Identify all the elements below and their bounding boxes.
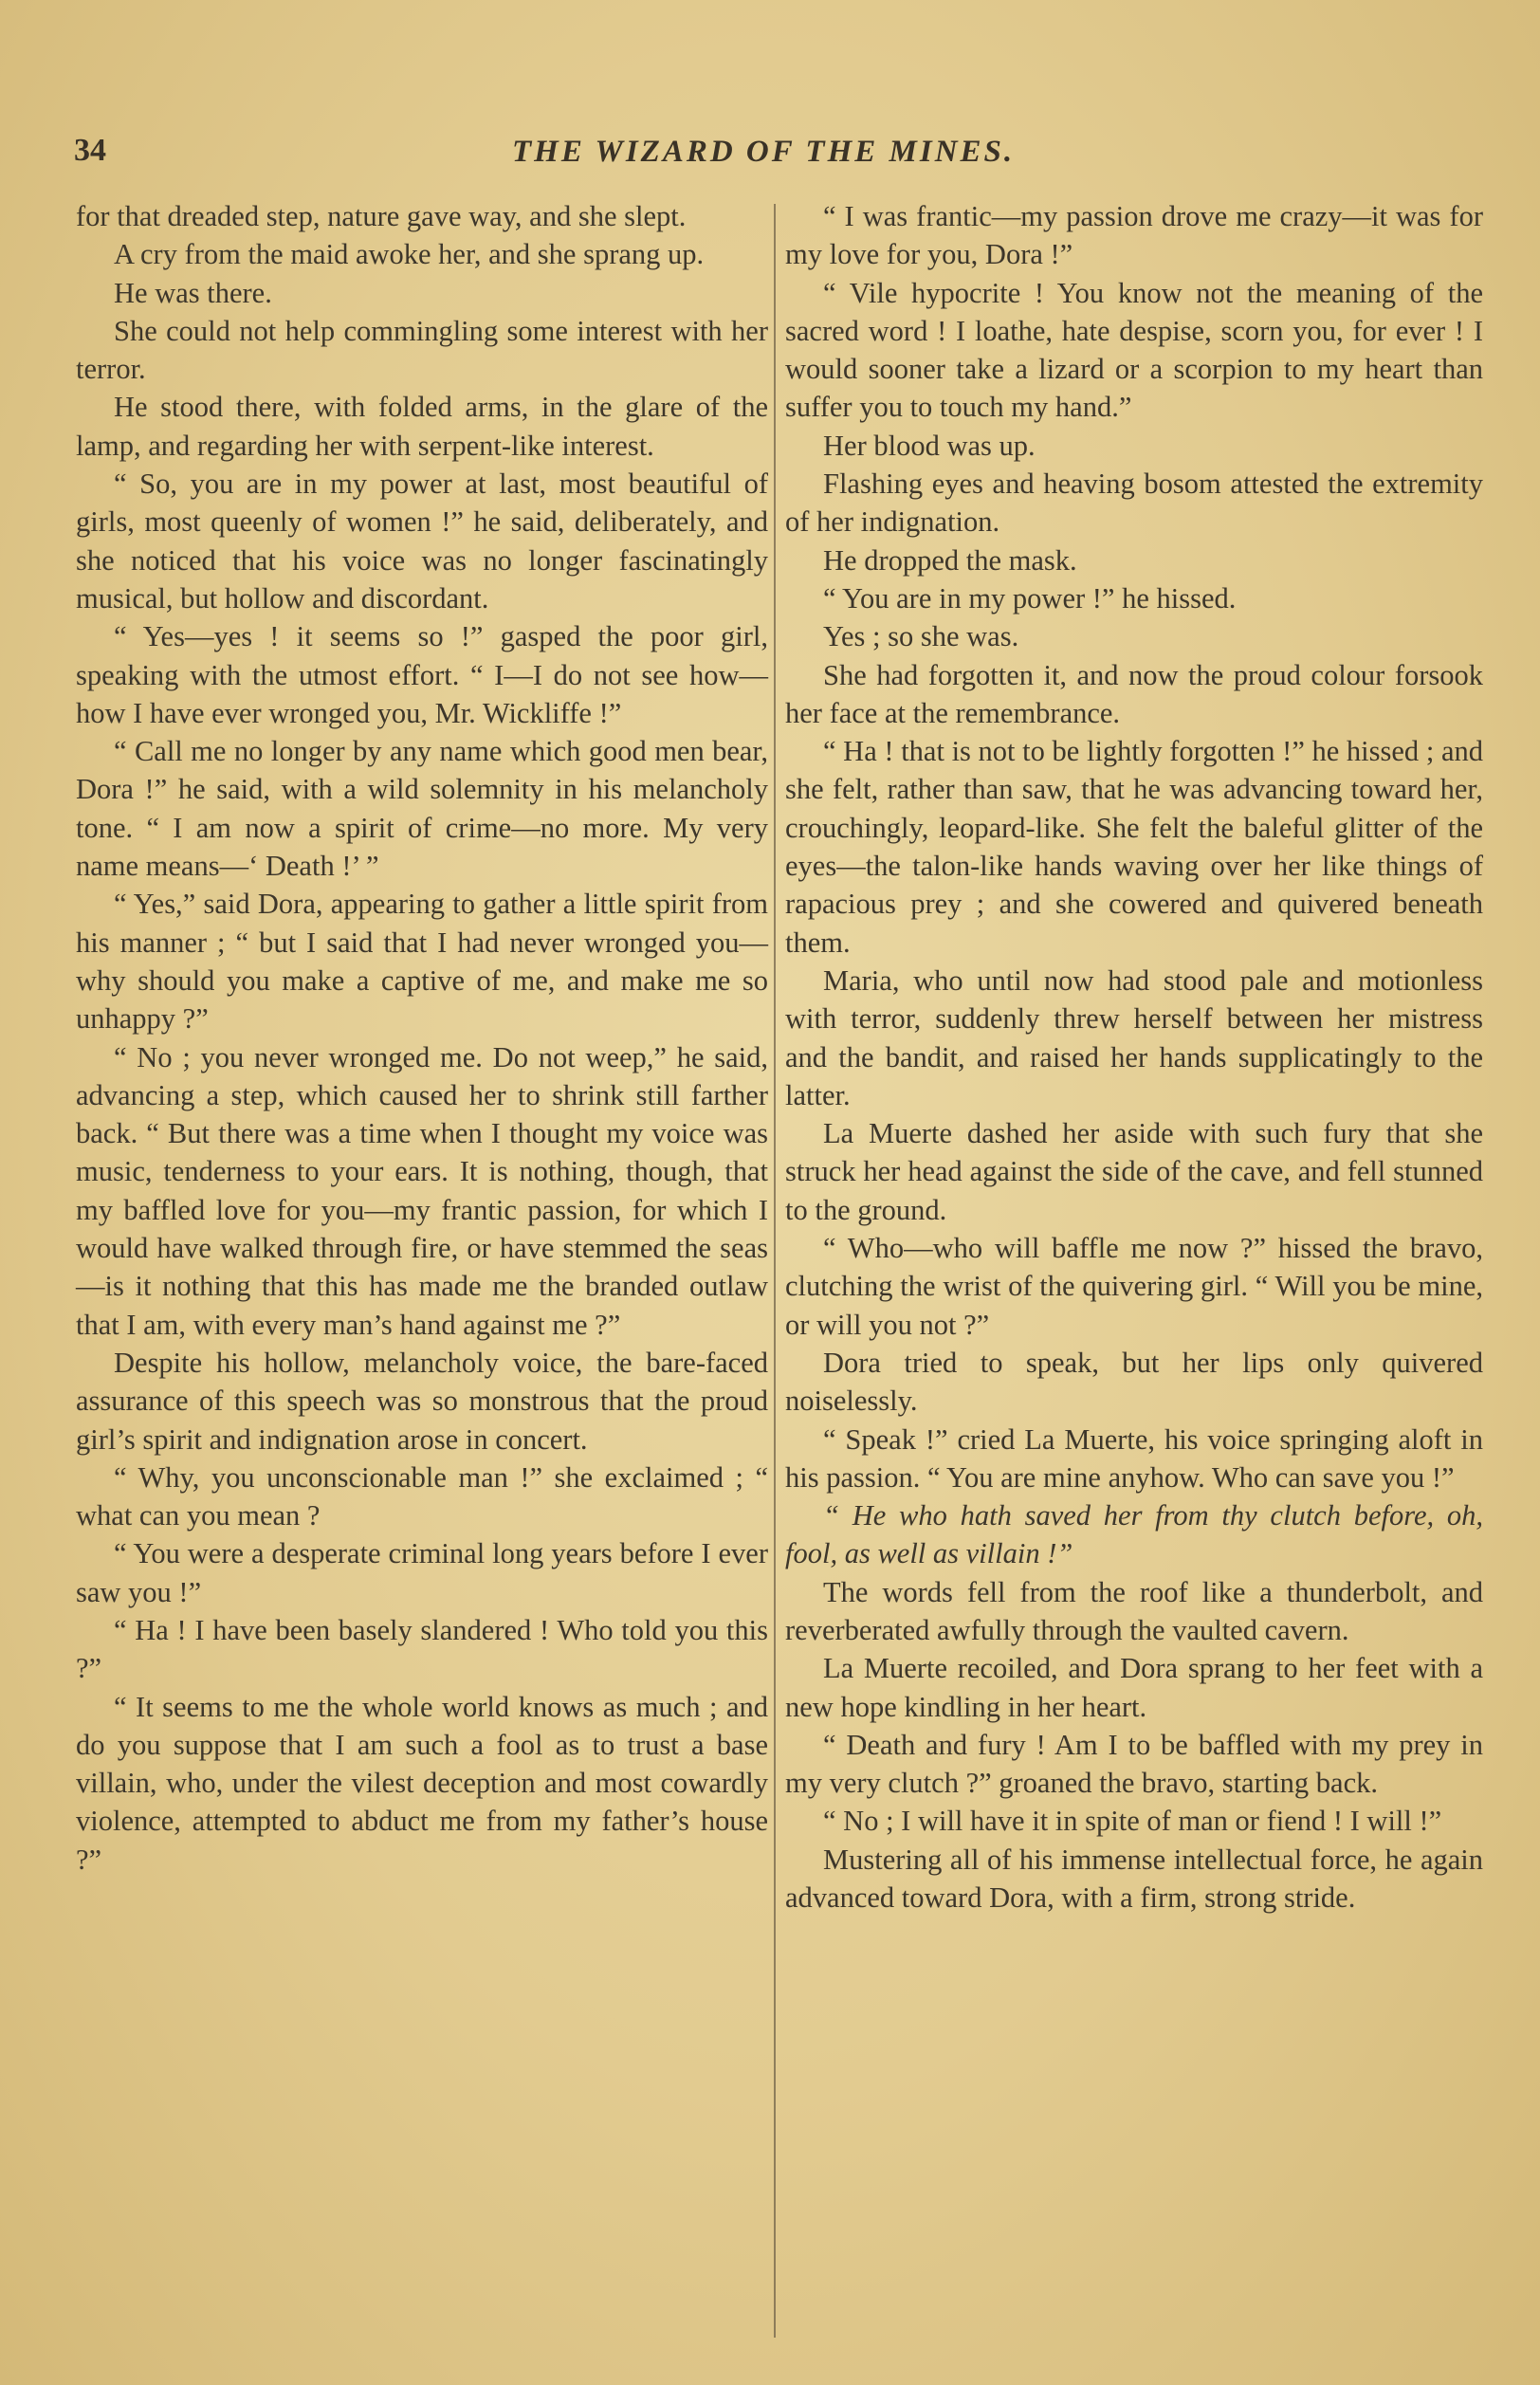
paragraph: A cry from the maid awoke her, and she sprang up.: [114, 238, 705, 271]
paragraph: “ Death and fury ! Am I to be baffled with my prey in my very clutch ?” groaned the bravo, starting back.: [785, 1728, 1483, 1800]
paragraph: “ Speak !” cried La Muerte, his voice springing aloft in his passion. “ You are mine anyhow. Who can save you !”: [785, 1422, 1483, 1494]
paragraph: “ No ; I will have it in spite of man or fiend ! I will !”: [823, 1805, 1442, 1838]
paragraph: Flashing eyes and heaving bosom attested the extremity of her indignation.: [785, 468, 1483, 539]
paragraph: “ Vile hypocrite ! You know not the meaning of the sacred word ! I loathe, hate despise, scorn you, for ever ! I would sooner take a lizard or a scorpion to my heart than suffer you to touch my hand.”: [785, 276, 1483, 424]
running-head: [0, 133, 1540, 190]
running-title: THE WIZARD OF THE MINES.: [512, 135, 1016, 169]
left-column: [76, 197, 768, 1879]
paragraph: La Muerte dashed her aside with such fury that she struck her head against the side of the cave, and fell stunned to the ground.: [785, 1117, 1483, 1226]
paragraph: “ I was frantic—my passion drove me crazy—it was for my love for you, Dora !”: [785, 200, 1483, 271]
italic-paragraph: “ He who hath saved her from thy clutch before, oh, fool, as well as villain !”: [785, 1499, 1483, 1570]
paragraph: “ No ; you never wronged me. Do not weep,” he said, advancing a step, which caused her to shrink still farther back. “ But there was a time when I thought my voice was music, tenderness to your ears. It is nothing, though, that my baffled love for you—my frantic passion, for which I would have walked through fire, or have stemmed the seas—is it nothing that this has made me the branded outlaw that I am, with every man’s hand against me ?”: [76, 1040, 768, 1341]
paragraph: Her blood was up.: [823, 429, 1036, 462]
paragraph: “ You are in my power !” he hissed.: [823, 581, 1237, 615]
paragraph: Despite his hollow, melancholy voice, the bare-faced assurance of this speech was so monstrous that the proud girl’s spirit and indignation arose in concert.: [76, 1346, 768, 1456]
paragraph: He was there.: [114, 276, 272, 309]
paragraph: “ Ha ! that is not to be lightly forgotten !” he hissed ; and she felt, rather than saw, that he was advancing toward her, crouchingly, leopard-like. She felt the baleful glitter of the eyes—the talon-like hands waving over her like things of rapacious prey ; and she cowered and quivered beneath them.: [785, 735, 1483, 959]
paragraph: She could not help commingling some interest with her terror.: [76, 314, 768, 386]
paragraph: “ Why, you unconscionable man !” she exclaimed ; “ what can you mean ?: [76, 1460, 768, 1532]
paragraph: for that dreaded step, nature gave way, and she slept.: [76, 200, 687, 232]
paragraph: She had forgotten it, and now the proud colour forsook her face at the remembrance.: [785, 658, 1483, 729]
paragraph: “ It seems to me the whole world knows as much ; and do you suppose that I am such a fool as to trust a base villain, who, under the vilest deception and most cowardly violence, attempted to abduct me from my father’s house ?”: [76, 1690, 768, 1876]
paragraph: Yes ; so she was.: [823, 620, 1019, 653]
paragraph: The words fell from the roof like a thunderbolt, and reverberated awfully through the vaulted cavern.: [785, 1575, 1483, 1646]
page-number: 34: [74, 133, 106, 168]
paragraph: “ Yes—yes ! it seems so !” gasped the poor girl, speaking with the utmost effort. “ I—I do not see how—how I have ever wronged you, Mr. Wickliffe !”: [76, 620, 768, 729]
paragraph: “ Call me no longer by any name which good men bear, Dora !” he said, with a wild solemnity in his melancholy tone. “ I am now a spirit of crime—no more. My very name means—‘ Death !’ ”: [76, 735, 768, 883]
paragraph: “ You were a desperate criminal long years before I ever saw you !”: [76, 1537, 768, 1608]
paragraph: “ Yes,” said Dora, appearing to gather a little spirit from his manner ; “ but I said that I had never wronged you—why should you make a captive of me, and make me so unhappy ?”: [76, 888, 768, 1036]
column-rule: [774, 204, 776, 2338]
paragraph: “ Ha ! I have been basely slandered ! Who told you this ?”: [76, 1613, 768, 1685]
right-column: [785, 197, 1483, 1917]
paragraph: Dora tried to speak, but her lips only quivered noiselessly.: [785, 1346, 1483, 1418]
paragraph: He dropped the mask.: [823, 543, 1077, 577]
paragraph: Maria, who until now had stood pale and motionless with terror, suddenly threw herself between her mistress and the bandit, and raised her hands supplicatingly to the latter.: [785, 963, 1483, 1111]
paragraph: He stood there, with folded arms, in the glare of the lamp, and regarding her with serpent-like interest.: [76, 391, 768, 462]
paragraph: La Muerte recoiled, and Dora sprang to her feet with a new hope kindling in her heart.: [785, 1652, 1483, 1723]
paragraph: “ So, you are in my power at last, most beautiful of girls, most queenly of women !” he said, deliberately, and she noticed that his voice was no longer fascinatingly musical, but hollow and discordant.: [76, 468, 768, 615]
paragraph: “ Who—who will baffle me now ?” hissed the bravo, clutching the wrist of the quivering girl. “ Will you be mine, or will you not ?”: [785, 1232, 1483, 1341]
paragraph: Mustering all of his immense intellectual force, he again advanced toward Dora, with a firm, strong stride.: [785, 1843, 1483, 1915]
